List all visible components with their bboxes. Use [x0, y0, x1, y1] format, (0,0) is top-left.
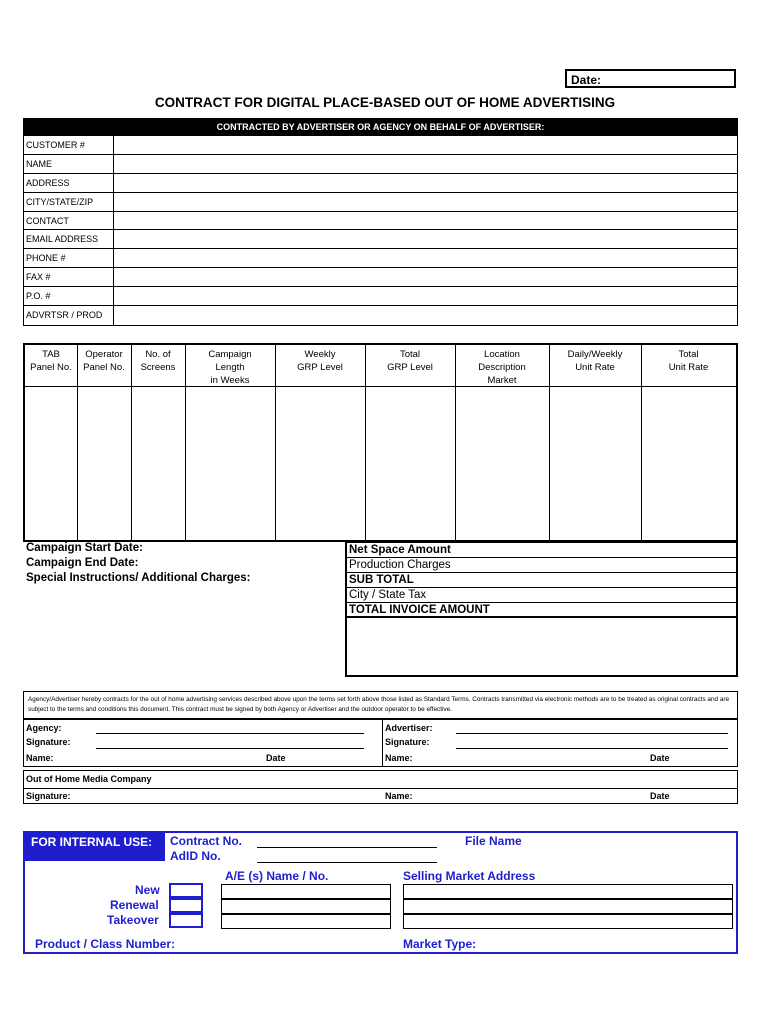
city-state-zip-field[interactable]	[114, 193, 737, 211]
column-divider	[131, 345, 132, 540]
ae-name-label: A/E (s) Name / No.	[225, 869, 329, 883]
tax-label: City / State Tax	[347, 588, 736, 603]
renewal-checkbox[interactable]	[169, 898, 203, 913]
agency-signature-line[interactable]	[96, 748, 364, 749]
media-company-section	[23, 770, 738, 804]
media-date-label: Date	[650, 791, 670, 801]
customer-number-label: CUSTOMER #	[24, 136, 114, 154]
customer-row	[24, 249, 737, 268]
special-instructions-label: Special Instructions/ Additional Charges:	[26, 572, 251, 584]
divider	[24, 788, 737, 789]
header-daily-weekly-rate: Daily/Weekly Unit Rate	[567, 349, 623, 373]
divider	[382, 719, 383, 766]
address-label: ADDRESS	[24, 174, 114, 192]
new-label: New	[135, 883, 160, 897]
file-name-label: File Name	[465, 834, 522, 848]
customer-row	[24, 230, 737, 249]
date-label: Date:	[571, 73, 602, 87]
header-location: Location Description Market	[478, 349, 526, 386]
customer-row	[24, 212, 737, 231]
city-state-zip-label: CITY/STATE/ZIP	[24, 193, 114, 211]
email-field[interactable]	[114, 230, 737, 248]
internal-use-section	[23, 831, 738, 954]
ae-name-field[interactable]	[221, 914, 391, 929]
header-campaign-length: Campaign Length in Weeks	[208, 349, 252, 386]
order-table	[23, 343, 738, 542]
media-signature-label: Signature:	[26, 791, 71, 801]
takeover-label: Takeover	[107, 913, 159, 927]
selling-market-field[interactable]	[403, 884, 733, 899]
ae-name-field[interactable]	[221, 884, 391, 899]
advertiser-signature-line[interactable]	[456, 748, 728, 749]
customer-row	[24, 306, 737, 325]
address-field[interactable]	[114, 174, 737, 192]
selling-market-field[interactable]	[403, 899, 733, 914]
total-invoice-label: TOTAL INVOICE AMOUNT	[347, 603, 736, 618]
campaign-end-label: Campaign End Date:	[26, 557, 139, 569]
header-total-rate: Total Unit Rate	[668, 349, 709, 373]
totals-notes-area[interactable]	[347, 618, 736, 678]
campaign-start-label: Campaign Start Date:	[26, 542, 143, 554]
customer-row	[24, 174, 737, 193]
adid-no-line[interactable]	[257, 862, 437, 863]
name-label: NAME	[24, 155, 114, 173]
advertiser-product-label: ADVRTSR / PROD	[24, 306, 114, 325]
renewal-label: Renewal	[110, 898, 159, 912]
page-title: CONTRACT FOR DIGITAL PLACE-BASED OUT OF HOME ADVERTISING	[154, 95, 616, 110]
advertiser-signature-label: Signature:	[385, 737, 430, 747]
production-charges-label: Production Charges	[347, 558, 736, 573]
internal-use-tag: FOR INTERNAL USE:	[25, 833, 165, 861]
column-divider	[365, 345, 366, 540]
selling-market-field[interactable]	[403, 914, 733, 929]
advertiser-name-label: Name:	[385, 753, 413, 763]
agency-label: Agency:	[26, 723, 62, 733]
agency-name-label: Name:	[26, 753, 54, 763]
terms-text: Agency/Advertiser hereby contracts for the out of home advertising services described above upon the terms set forth above those listed as Standard Terms. Contracts transmitted via electronic methods are to be treated as original contracts and are subject to the terms and conditions this document. This contract must be signed by both Agency or Advertiser and the outdoor operator to be effective.	[28, 696, 730, 713]
divider	[24, 719, 737, 720]
media-name-label: Name:	[385, 791, 413, 801]
column-divider	[549, 345, 550, 540]
contact-label: CONTACT	[24, 212, 114, 230]
customer-row	[24, 155, 737, 174]
fax-field[interactable]	[114, 268, 737, 286]
contract-no-label: Contract No.	[170, 834, 242, 848]
header-weekly-grp: Weekly GRP Level	[297, 349, 343, 373]
date-field[interactable]	[565, 69, 736, 88]
header-tab-panel: TAB Panel No.	[30, 349, 72, 373]
customer-row	[24, 136, 737, 155]
header-screens: No. of Screens	[140, 349, 176, 373]
email-label: EMAIL ADDRESS	[24, 230, 114, 248]
column-divider	[77, 345, 78, 540]
name-field[interactable]	[114, 155, 737, 173]
phone-label: PHONE #	[24, 249, 114, 267]
market-type-label: Market Type:	[403, 937, 477, 951]
media-company-label: Out of Home Media Company	[26, 774, 152, 784]
po-label: P.O. #	[24, 287, 114, 305]
ae-name-field[interactable]	[221, 899, 391, 914]
contract-banner: CONTRACTED BY ADVERTISER OR AGENCY ON BEHALF OF ADVERTISER:	[23, 118, 738, 136]
contract-no-line[interactable]	[257, 847, 437, 848]
customer-row	[24, 193, 737, 212]
phone-field[interactable]	[114, 249, 737, 267]
customer-number-field[interactable]	[114, 136, 737, 154]
column-divider	[641, 345, 642, 540]
header-total-grp: Total GRP Level	[387, 349, 433, 373]
header-operator-panel: Operator Panel No.	[83, 349, 125, 373]
customer-row	[24, 287, 737, 306]
agency-line[interactable]	[96, 733, 364, 734]
advertiser-date-label: Date	[650, 753, 670, 763]
terms-section	[23, 691, 738, 767]
advertiser-label: Advertiser:	[385, 723, 433, 733]
column-divider	[275, 345, 276, 540]
product-class-label: Product / Class Number:	[35, 937, 176, 951]
adid-no-label: AdID No.	[170, 849, 221, 863]
totals-box	[345, 541, 738, 677]
advertiser-product-field[interactable]	[114, 306, 737, 325]
agency-date-label: Date	[266, 753, 286, 763]
fax-label: FAX #	[24, 268, 114, 286]
selling-market-label: Selling Market Address	[403, 869, 536, 883]
customer-info-grid	[23, 136, 738, 326]
advertiser-line[interactable]	[456, 733, 728, 734]
agency-signature-label: Signature:	[26, 737, 71, 747]
contact-field[interactable]	[114, 212, 737, 230]
net-space-amount-label: Net Space Amount	[347, 543, 736, 558]
sub-total-label: SUB TOTAL	[347, 573, 736, 588]
customer-row	[24, 268, 737, 287]
po-field[interactable]	[114, 287, 737, 305]
new-checkbox[interactable]	[169, 883, 203, 898]
takeover-checkbox[interactable]	[169, 913, 203, 928]
